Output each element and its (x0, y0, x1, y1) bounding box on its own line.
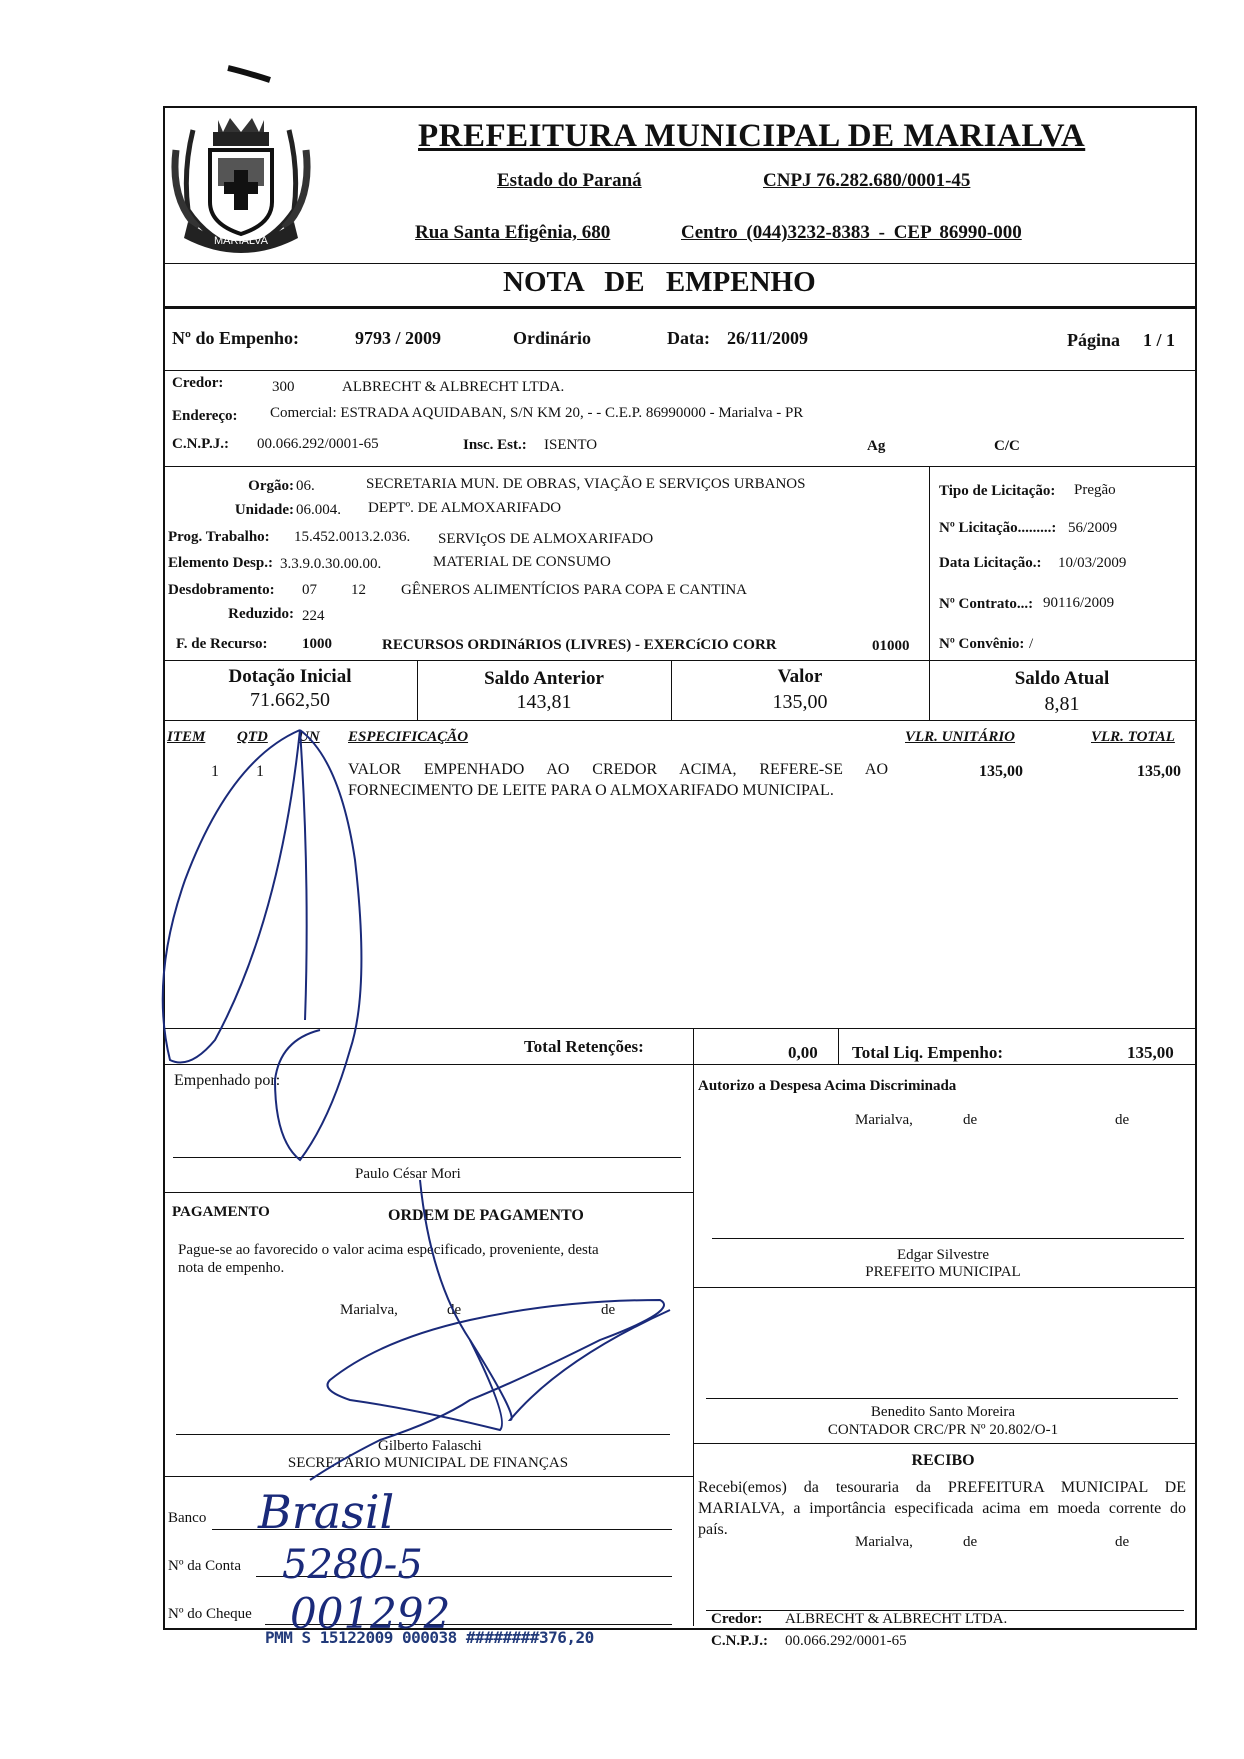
pague-line1: Pague-se ao favorecido o valor acima especificado, proveniente, desta (178, 1242, 599, 1258)
row-item: 1 (211, 763, 219, 780)
contrato-label: Nº Contrato...: (939, 596, 1034, 612)
ag-label: Ag (867, 438, 886, 454)
conta-label: Nº da Conta (168, 1558, 241, 1574)
insc-label: Insc. Est.: (463, 437, 527, 453)
insc-value: ISENTO (544, 437, 598, 453)
doc-title: NOTA DE EMPENHO (503, 266, 816, 298)
date-value: 26/11/2009 (727, 328, 809, 348)
saldo-value-3: 135,00 (772, 691, 828, 713)
num-licitacao: 56/2009 (1068, 520, 1118, 536)
conta-handwritten: 5280-5 (282, 1542, 423, 1588)
row-espec-line2: FORNECIMENTO DE LEITE PARA O ALMOXARIFADO MUNICIPAL. (348, 782, 834, 799)
saldo-label-2: Saldo Anterior (484, 668, 604, 689)
crest-icon (168, 110, 314, 258)
saldo-value-1: 71.662,50 (250, 689, 330, 711)
pagamento-place: Marialva, (340, 1302, 398, 1318)
saldo-value-2: 143,81 (516, 691, 572, 713)
recibo-cnpj: 00.066.292/0001-65 (785, 1633, 907, 1649)
cheque-label: Nº do Cheque (168, 1606, 252, 1622)
autorizo-de1: de (963, 1112, 978, 1128)
recibo-line3: país. (698, 1521, 728, 1538)
prefeito-title: PREFEITO MUNICIPAL (865, 1264, 1021, 1280)
credor-code: 300 (272, 379, 295, 395)
recurso-label: F. de Recurso: (176, 636, 268, 652)
reduzido-label: Reduzido: (228, 606, 294, 622)
pagamento-de1: de (447, 1302, 462, 1318)
contador-name: Benedito Santo Moreira (870, 1404, 1016, 1420)
col-header-unit: VLR. UNITÁRIO (905, 729, 1016, 745)
desd-label: Desdobramento: (168, 582, 275, 598)
unidade-label: Unidade: (234, 502, 294, 518)
saldo-label-3: Valor (777, 666, 823, 687)
empenho-label: Nº do Empenho: (172, 328, 299, 348)
secretario-title: SECRETÁRIO MUNICIPAL DE FINANÇAS (287, 1455, 569, 1471)
cashier-stamp: PMM S 15122009 000038 ########376,20 (265, 1628, 594, 1647)
convenio-label: Nº Convênio: (939, 636, 1025, 652)
page-value: 1 / 1 (1143, 330, 1176, 350)
col-header-qtd: QTD (237, 729, 268, 745)
address-label: Endereço: (172, 408, 238, 424)
recibo-line2: MARIALVA, a importância especificada acima em moeda corrente do (698, 1500, 1186, 1517)
row-espec-line1: VALOR EMPENHADO AO CREDOR ACIMA, REFERE-SE AO (348, 761, 888, 778)
orgao-label: Orgão: (248, 478, 294, 494)
tipo-licitacao: Pregão (1074, 482, 1116, 498)
desd-name: GÊNEROS ALIMENTÍCIOS PARA COPA E CANTINA (401, 582, 748, 598)
recibo-place: Marialva, (855, 1534, 913, 1550)
credor-address: Comercial: ESTRADA AQUIDABAN, S/N KM 20, - - C.E.P. 86990000 - Marialva - PR (270, 405, 804, 421)
prefeito-name: Edgar Silvestre (896, 1247, 990, 1263)
header-cnpj: CNPJ 76.282.680/0001-45 (763, 170, 971, 191)
autorizo-label: Autorizo a Despesa Acima Discriminada (698, 1078, 957, 1094)
row-qtd: 1 (256, 763, 264, 780)
recibo-title: RECIBO (911, 1452, 975, 1469)
orgao-code: 06. (296, 478, 315, 494)
prog-name: SERVIçOS DE ALMOXARIFADO (438, 531, 654, 547)
liq-value: 135,00 (1127, 1043, 1174, 1062)
cheque-handwritten: 001292 (290, 1589, 451, 1638)
date-label: Data: (667, 328, 710, 348)
col-header-total: VLR. TOTAL (1091, 729, 1175, 745)
empenhado-name: Paulo César Mori (355, 1166, 461, 1182)
cc-label: C/C (994, 438, 1020, 454)
cnpj-label: C.N.P.J.: (172, 436, 229, 452)
crest-motto: MARIALVA (214, 235, 268, 247)
secretario-name: Gilberto Falaschi (378, 1438, 482, 1454)
saldo-label-4: Saldo Atual (1014, 668, 1110, 689)
data-licitacao-label: Data Licitação.: (939, 555, 1042, 571)
col-header-espec: ESPECIFICAÇÃO (348, 729, 469, 745)
desd-code2: 12 (351, 582, 366, 598)
unidade-name: DEPTº. DE ALMOXARIFADO (368, 500, 562, 516)
contrato-value: 90116/2009 (1043, 595, 1115, 611)
elem-code: 3.3.9.0.30.00.00. (280, 556, 382, 572)
data-licitacao: 10/03/2009 (1058, 555, 1127, 571)
recurso-name: RECURSOS ORDINáRIOS (LIVRES) - EXERCíCIO CORR (382, 637, 777, 653)
ordem-label: ORDEM DE PAGAMENTO (388, 1207, 584, 1224)
autorizo-place: Marialva, (855, 1112, 913, 1128)
recibo-de2: de (1115, 1534, 1130, 1550)
empenhado-label: Empenhado por: (174, 1072, 281, 1089)
header-address: Rua Santa Efigênia, 680 (415, 222, 611, 243)
unidade-code: 06.004. (296, 502, 341, 518)
recurso-code: 1000 (302, 636, 332, 652)
reduzido-value: 224 (302, 608, 325, 624)
liq-label: Total Liq. Empenho: (852, 1043, 1003, 1062)
cheque-field (265, 1624, 672, 1625)
recibo-credor: ALBRECHT & ALBRECHT LTDA. (785, 1611, 1008, 1627)
recibo-de1: de (963, 1534, 978, 1550)
autorizo-de2: de (1115, 1112, 1130, 1128)
contador-title: CONTADOR CRC/PR Nº 20.802/O-1 (827, 1422, 1059, 1438)
banco-field (212, 1529, 672, 1530)
num-licitacao-label: Nº Licitação.........: (939, 520, 1057, 536)
retencoes-value: 0,00 (788, 1043, 818, 1062)
prog-label: Prog. Trabalho: (168, 529, 270, 545)
tipo-licitacao-label: Tipo de Licitação: (939, 483, 1056, 499)
convenio-value: / (1029, 636, 1034, 652)
header-contact: Centro (044)3232-8383 - CEP 86990-000 (681, 222, 1022, 243)
banco-label: Banco (168, 1510, 207, 1526)
desd-code1: 07 (302, 582, 317, 598)
pagamento-de2: de (601, 1302, 616, 1318)
row-unit: 135,00 (979, 763, 1023, 780)
retencoes-label: Total Retenções: (524, 1037, 644, 1056)
empenho-number: 9793 / 2009 (355, 328, 442, 348)
elem-name: MATERIAL DE CONSUMO (433, 554, 611, 570)
credor-name: ALBRECHT & ALBRECHT LTDA. (342, 379, 565, 395)
col-header-item: ITEM (167, 729, 206, 745)
saldo-label-1: Dotação Inicial (228, 666, 352, 687)
saldo-value-4: 8,81 (1044, 693, 1080, 715)
pague-line2: nota de empenho. (178, 1260, 285, 1276)
col-header-un: UN (298, 729, 320, 745)
credor-label: Credor: (172, 375, 224, 391)
orgao-name: SECRETARIA MUN. DE OBRAS, VIAÇÃO E SERVIÇOS URBANOS (366, 476, 806, 492)
elem-label: Elemento Desp.: (168, 555, 273, 571)
pagamento-label: PAGAMENTO (172, 1204, 270, 1220)
credor-cnpj: 00.066.292/0001-65 (257, 436, 379, 452)
recibo-line1: Recebi(emos) da tesouraria da PREFEITURA MUNICIPAL DE (698, 1479, 1186, 1496)
prog-code: 15.452.0013.2.036. (294, 529, 411, 545)
header-state: Estado do Paraná (497, 170, 642, 191)
recibo-cnpj-label: C.N.P.J.: (711, 1633, 768, 1649)
empenho-type: Ordinário (513, 328, 592, 348)
recurso-code2: 01000 (872, 638, 910, 654)
header-title: PREFEITURA MUNICIPAL DE MARIALVA (418, 118, 1086, 154)
row-total: 135,00 (1137, 763, 1181, 780)
page-label: Página (1067, 330, 1121, 350)
banco-handwritten: Brasil (258, 1485, 395, 1539)
conta-field (256, 1576, 672, 1577)
recibo-credor-label: Credor: (711, 1611, 763, 1627)
